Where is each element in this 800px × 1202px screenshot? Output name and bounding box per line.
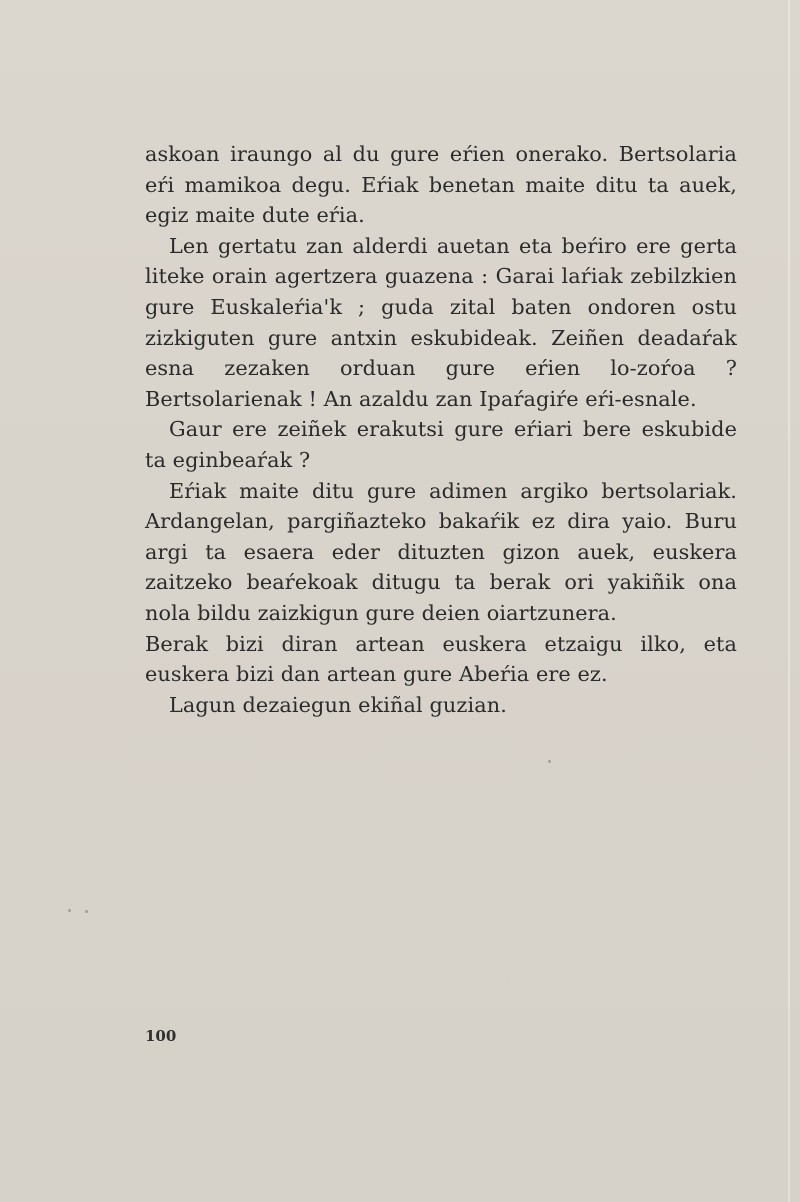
paper-speck bbox=[548, 760, 551, 763]
paragraph-5: Berak bizi diran artean euskera etzaigu ilko, eta euskera bizi dan artean gure Abeŕia ere ez. bbox=[145, 631, 737, 687]
page-number: 100 bbox=[145, 1027, 177, 1045]
paragraph-2: Len gertatu zan alderdi auetan eta beŕiro ere gerta liteke orain agertzera guazena : Garai laŕiak zebilzkien gure Euskaleŕia'k ; guda zital baten ondoren ostu zizkiguten gure antxin eskubideak. Zeiñen deadaŕak esna zezaken orduan gure eŕien lo-zoŕoa ? Bertsolarienak ! An azaldu zan Ipaŕagiŕe eŕi-esnale. bbox=[145, 233, 737, 411]
paper-speck bbox=[68, 909, 71, 912]
paragraph-6: Lagun dezaiegun ekiñal guzian. bbox=[169, 692, 507, 717]
page-text-block bbox=[145, 139, 737, 720]
paragraph-3: Gaur ere zeiñek erakutsi gure eŕiari bere eskubide ta eginbeaŕak ? bbox=[145, 417, 737, 472]
paper-speck bbox=[85, 910, 88, 913]
paragraph-4: Eŕiak maite ditu gure adimen argiko bertsolariak. Ardangelan, pargiñazteko bakaŕik ez dira yaio. Buru argi ta esaera eder dituzten gizon auek, euskera zaitzeko beaŕekoak ditugu ta berak ori yakiñik ona nola bildu zaizkigun gure deien oiartzunera. bbox=[145, 478, 737, 625]
paragraph-1: askoan iraungo al du gure eŕien onerako. Bertsolaria eŕi mamikoa degu. Eŕiak benetan maite ditu ta auek, egiz maite dute eŕia. bbox=[145, 142, 737, 228]
